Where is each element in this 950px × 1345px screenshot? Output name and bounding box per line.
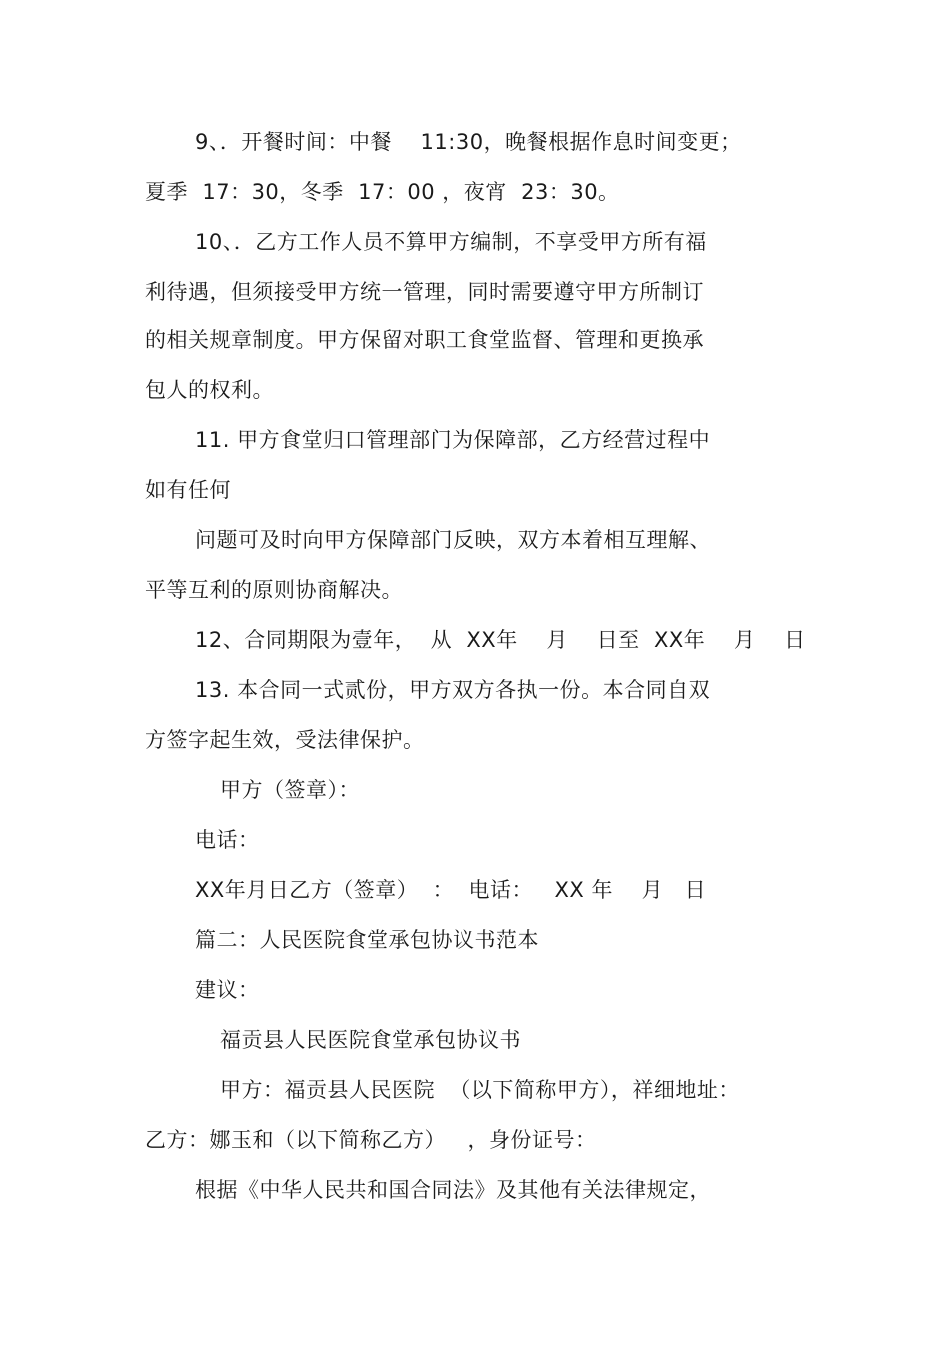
text-line-8: 如有任何 [145,478,231,502]
text-line-21: 乙方：娜玉和（以下简称乙方） ，身份证号： [145,1128,597,1152]
text-line-5: 的相关规章制度。甲方保留对职工食堂监督、管理和更换承 [145,328,704,352]
text-line-7: 11. 甲方食堂归口管理部门为保障部，乙方经营过程中 [195,428,711,452]
text-line-3: 10、．乙方工作人员不算甲方编制，不享受甲方所有福 [195,230,707,254]
text-line-2: 夏季 17：30，冬季 17：00 ，夜宵 23：30。 [145,180,620,204]
text-line-18: 建议： [195,978,260,1002]
text-line-20: 甲方：福贡县人民医院 （以下简称甲方），祥细地址： [220,1078,740,1102]
text-line-1: 9、．开餐时间：中餐 11:30，晚餐根据作息时间变更； [195,130,742,154]
text-line-12: 13. 本合同一式贰份，甲方双方各执一份。本合同自双 [195,678,711,702]
text-line-22: 根据《中华人民共和国合同法》及其他有关法律规定， [195,1178,711,1202]
text-line-10: 平等互利的原则协商解决。 [145,578,403,602]
text-line-11: 12、合同期限为壹年， 从 XX年 月 日至 XX年 月 日 [195,628,806,652]
text-line-17: 篇二：人民医院食堂承包协议书范本 [195,928,539,952]
text-line-6: 包人的权利。 [145,378,274,402]
text-line-9: 问题可及时向甲方保障部门反映，双方本着相互理解、 [195,528,711,552]
text-line-16: XX年月日乙方（签章） ： 电话： XX 年 月 日 [195,878,707,902]
text-line-13: 方签字起生效，受法律保护。 [145,728,425,752]
text-line-14: 甲方（签章）： [220,778,360,802]
text-line-19: 福贡县人民医院食堂承包协议书 [220,1028,521,1052]
text-line-4: 利待遇，但须接受甲方统一管理，同时需要遵守甲方所制订 [145,280,704,304]
text-line-15: 电话： [195,828,260,852]
